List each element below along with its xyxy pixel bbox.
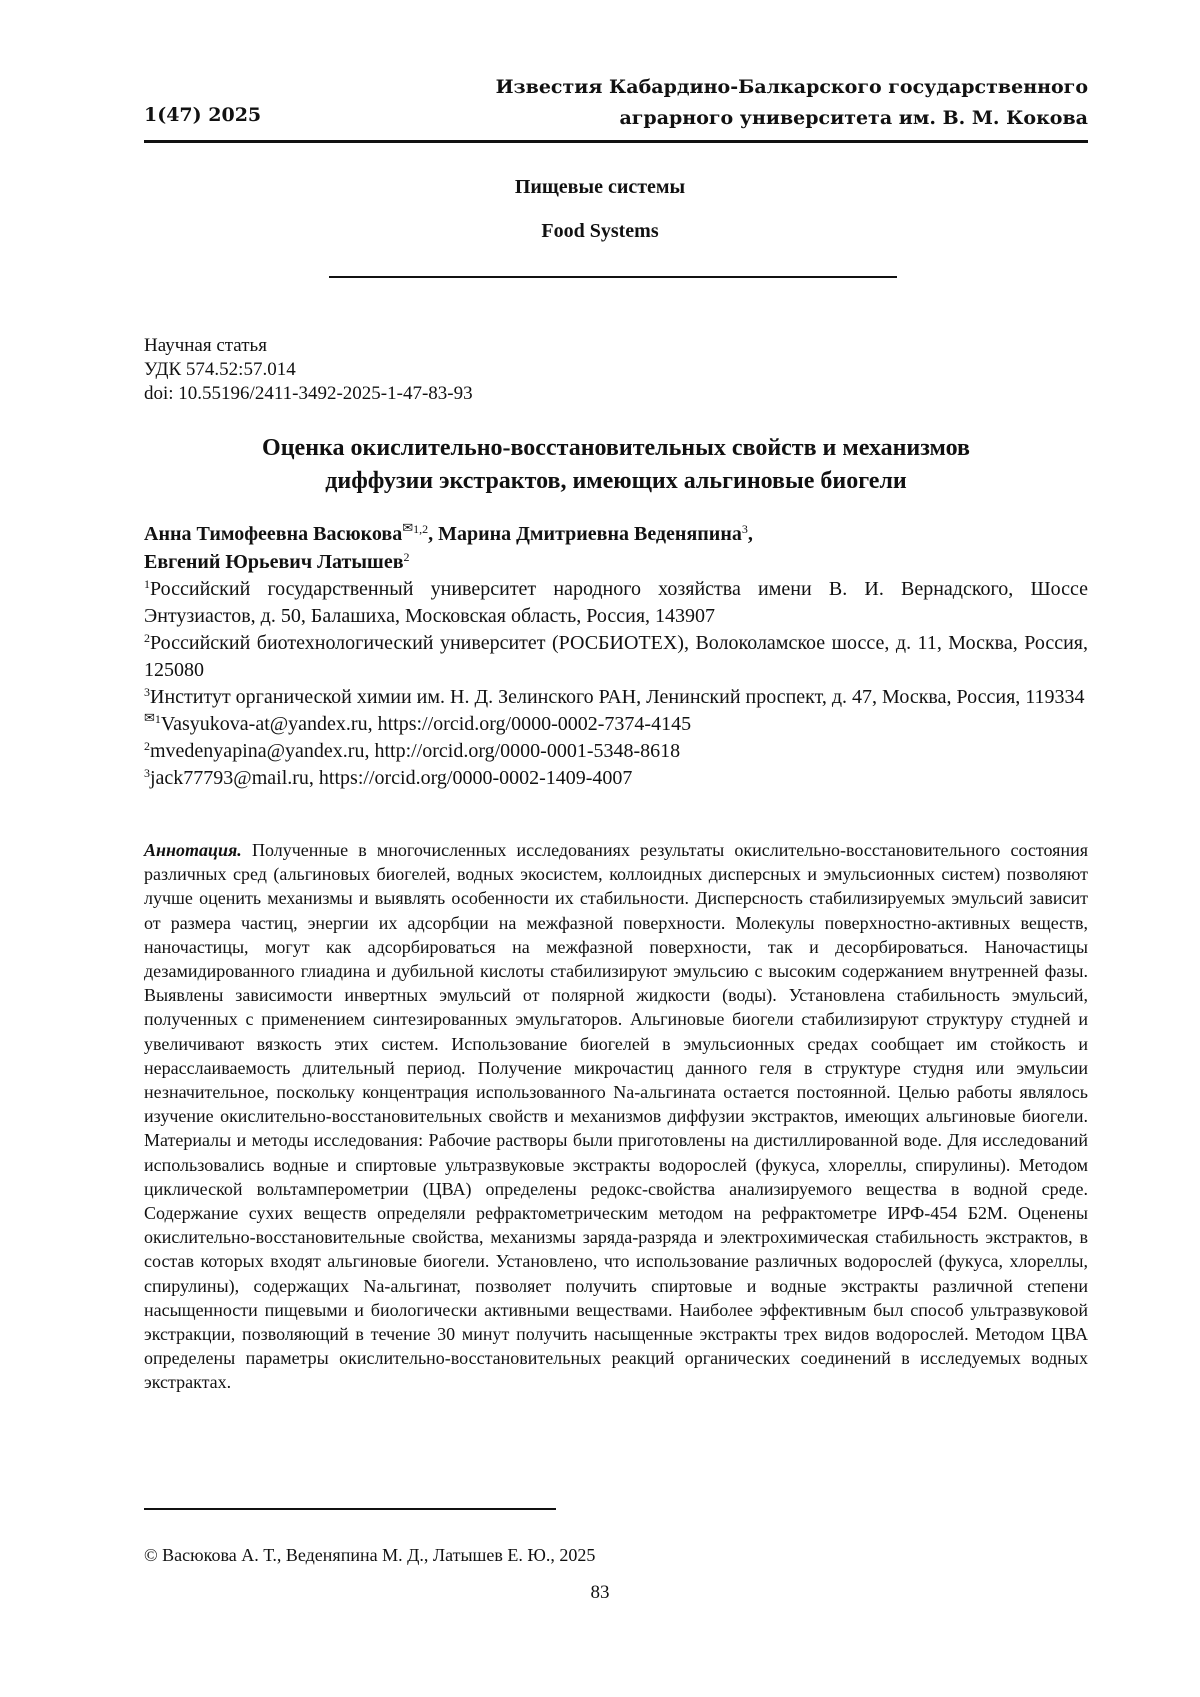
affiliation <box>144 576 1088 630</box>
author-name: Евгений Юрьевич Латышев <box>144 551 404 573</box>
abstract-text: Полученные в многочисленных исследованиях результаты окислительно-восстановительного состояния различных сред (альгиновых биогелей, водных экосистем, коллоидных дисперсных и эмульсионных систем) позволяют лучше оценить механизмы и выявлять особенности их стабильности. Дисперсность стабилизируемых эмульсий зависит от размера частиц, энергии их адсорбции на межфазной поверхности. Молекулы поверхностно-активных веществ, наночастицы, могут как адсорбироваться на межфазной поверхности, так и десорбироваться. Наночастицы дезамидированного глиадина и дубильной кислоты стабилизируют эмульсию с высоким содержанием внутренней фазы. Выявлены зависимости инвертных эмульсий от полярной жидкости (воды). Установлена стабильность эмульсий, полученных с применением синтезированных эмульгаторов. Альгиновые биогели стабилизируют структуру студней и увеличивают вязкость этих систем. Использование биогелей в эмульсионных средах сообщает им стойкость и нерасслаиваемость длительный период. Получение микрочастиц данного геля в структуре студня или эмульсии незначительное, поскольку концентрация использованного Na-альгината остается постоянной. Целью работы являлось изучение окислительно-восстановительных свойств и механизмов диффузии экстрактов, имеющих альгиновые биогели. Материалы и методы исследования: Рабочие растворы были приготовлены на дистиллированной воде. Для исследований использовались водные и спиртовые ультразвуковые экстракты водорослей (фукуса, хлореллы, спирулины). Методом циклической вольтамперометрии (ЦВА) определены редокс-свойства анализируемого вещества в водной среде. Содержание сухих веществ определяли рефрактометрическим методом на рефрактометре ИРФ-454 Б2М. Оценены окислительно-восстановительные свойства, механизмы заряда-разряда и электрохимическая стабильность экстрактов, в состав которых входят альгиновые биогели. Установлено, что использование различных водорослей (фукуса, хлореллы, спирулины), содержащих Na-альгинат, позволяет получить спиртовые и водные экстракты различной степени насыщенности пищевыми и биологически активными веществами. Наиболее эффективным был способ ультразвуковой экстракции, позволяющий в течение 30 минут получить насыщенные экстракты трех видов водорослей. Методом ЦВА определены параметры окислительно-восстановительных реакций органических соединений в исследуемых водных экстрактах. <box>144 840 1088 1392</box>
abstract <box>144 838 1088 1395</box>
author-affiliation-ref: 2 <box>404 550 410 564</box>
section-title-en: Food Systems <box>0 220 1200 243</box>
abstract-label: Аннотация. <box>144 840 242 860</box>
author-affiliation-ref: 1,2 <box>413 522 428 536</box>
article-title-line-1: Оценка окислительно-восстановительных свойств и механизмов <box>144 432 1088 465</box>
contact-text[interactable]: mvedenyapina@yandex.ru, http://orcid.org/0000-0001-5348-8618 <box>150 740 680 762</box>
journal-header <box>144 72 1088 138</box>
contact-number: 2 <box>144 739 150 753</box>
issue-number: 1(47) 2025 <box>144 104 261 126</box>
contact-text[interactable]: Vasyukova-at@yandex.ru, https://orcid.org/0000-0002-7374-4145 <box>161 713 691 735</box>
journal-name-line-1: Известия Кабардино-Балкарского государственного <box>496 72 1088 103</box>
journal-name-line-2: аграрного университета им. В. М. Кокова <box>496 103 1088 134</box>
affiliation-text: Российский государственный университет народного хозяйства имени В. И. Вернадского, Шоссе Энтузиастов, д. 50, Балашиха, Московская область, Россия, 143907 <box>144 578 1088 627</box>
contact-line[interactable] <box>144 765 1088 792</box>
author-list <box>144 520 1088 576</box>
contact-line[interactable] <box>144 711 1088 738</box>
author-name: Марина Дмитриевна Веденяпина <box>438 523 742 545</box>
author-affiliation-ref: 3 <box>742 522 748 536</box>
affiliation-text: Российский биотехнологический университет (РОСБИОТЕХ), Волоколамское шоссе, д. 11, Москва, Россия, 125080 <box>144 632 1088 681</box>
article-title-line-2: диффузии экстрактов, имеющих альгиновые биогели <box>144 465 1088 498</box>
doi[interactable]: doi: 10.55196/2411-3492-2025-1-47-83-93 <box>144 382 473 406</box>
affiliation-text: Институт органической химии им. Н. Д. Зелинского РАН, Ленинский проспект, д. 47, Москва, Россия, 119334 <box>150 686 1085 708</box>
affiliations <box>144 576 1088 792</box>
envelope-icon: ✉ <box>402 520 413 535</box>
contact-number: 3 <box>144 766 150 780</box>
article-meta <box>144 334 473 406</box>
contact-line[interactable] <box>144 738 1088 765</box>
affiliation-number: 2 <box>144 631 150 645</box>
section-title-ru: Пищевые системы <box>0 176 1200 199</box>
affiliation <box>144 684 1088 711</box>
header-divider <box>144 140 1088 143</box>
author-line-1: Анна Тимофеевна Васюкова✉1,2, Марина Дмитриевна Веденяпина3, <box>144 520 1088 548</box>
envelope-icon: ✉ <box>144 710 155 725</box>
udc-code: УДК 574.52:57.014 <box>144 358 473 382</box>
article-title <box>144 432 1088 498</box>
footnote-divider <box>144 1508 556 1510</box>
copyright: © Васюкова А. Т., Веденяпина М. Д., Латышев Е. Ю., 2025 <box>144 1545 595 1566</box>
article-type: Научная статья <box>144 334 473 358</box>
affiliation-number: 3 <box>144 685 150 699</box>
section-divider <box>329 276 897 278</box>
affiliation <box>144 630 1088 684</box>
affiliation-number: 1 <box>144 577 150 591</box>
contact-text[interactable]: jack77793@mail.ru, https://orcid.org/0000-0002-1409-4007 <box>150 767 632 789</box>
page-number: 83 <box>0 1582 1200 1604</box>
author-name: Анна Тимофеевна Васюкова <box>144 523 402 545</box>
contact-number: 1 <box>155 712 161 726</box>
author-line-2 <box>144 548 1088 576</box>
journal-name <box>496 72 1088 134</box>
